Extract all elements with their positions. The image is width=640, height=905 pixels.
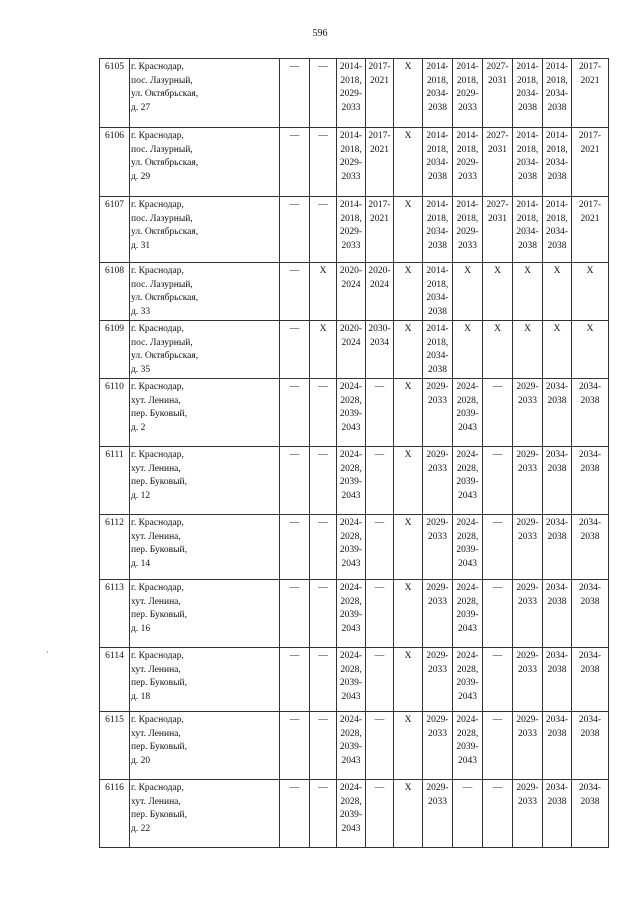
row-number: 6112 — [100, 515, 130, 580]
period-cell: 2034- 2038 — [572, 712, 609, 780]
row-number: 6109 — [100, 321, 130, 379]
period-cell: — — [453, 780, 483, 848]
period-cell: — — [280, 379, 310, 447]
period-cell: X — [394, 128, 423, 197]
address-line: ул. Октябрьская, — [131, 89, 199, 99]
row-number: 6107 — [100, 197, 130, 263]
period-cell: — — [280, 263, 310, 321]
period-cell: — — [280, 128, 310, 197]
period-cell: X — [483, 263, 513, 321]
address-cell — [130, 321, 280, 379]
period-cell: 2034- 2038 — [572, 648, 609, 712]
period-cell: — — [280, 648, 310, 712]
period-cell: 2017- 2021 — [572, 197, 609, 263]
period-cell: 2017- 2021 — [366, 128, 394, 197]
period-cell: 2020- 2024 — [366, 263, 394, 321]
period-cell: 2014- 2018, 2034- 2038 — [543, 128, 572, 197]
address-cell — [130, 379, 280, 447]
page-number: 596 — [312, 28, 328, 39]
period-cell: 2029- 2033 — [513, 780, 543, 848]
table-row — [100, 59, 609, 128]
address-line: пер. Буковый, — [131, 610, 187, 620]
address-line: пос. Лазурный, — [131, 144, 193, 155]
period-cell: X — [572, 263, 609, 321]
table-row — [100, 780, 609, 848]
row-number: 6106 — [100, 128, 130, 197]
address-cell — [130, 263, 280, 321]
table-row — [100, 263, 609, 321]
period-cell: 2014- 2018, 2034- 2038 — [513, 59, 543, 128]
address-line: г. Краснодар, — [131, 651, 184, 661]
address-line: пер. Буковый, — [131, 477, 187, 487]
address-line: ул. Октябрьская, — [131, 351, 199, 361]
period-cell: — — [280, 321, 310, 379]
period-cell: X — [394, 712, 423, 780]
address-line: г. Краснодар, — [131, 62, 184, 72]
period-cell: 2014- 2018, 2034- 2038 — [513, 197, 543, 263]
address-cell — [130, 515, 280, 580]
address-line: д. 18 — [131, 691, 151, 702]
period-cell: — — [483, 515, 513, 580]
period-cell: — — [280, 197, 310, 263]
period-cell: — — [366, 447, 394, 515]
period-cell: 2029- 2033 — [513, 447, 543, 515]
row-number: 6110 — [100, 379, 130, 447]
period-cell: — — [483, 379, 513, 447]
period-cell: X — [513, 263, 543, 321]
table-row — [100, 580, 609, 648]
period-cell: — — [310, 379, 337, 447]
period-cell: 2034- 2038 — [572, 515, 609, 580]
period-cell: 2024- 2028, 2039- 2043 — [337, 515, 366, 580]
period-cell: 2014- 2018, 2029- 2033 — [337, 59, 366, 128]
period-cell: 2034- 2038 — [543, 648, 572, 712]
period-cell: 2014- 2018, 2034- 2038 — [513, 128, 543, 197]
period-cell: 2029- 2033 — [423, 379, 453, 447]
period-cell: X — [310, 263, 337, 321]
address-line: д. 2 — [131, 422, 146, 433]
period-cell: 2034- 2038 — [572, 780, 609, 848]
period-cell: X — [453, 321, 483, 379]
period-cell: X — [453, 263, 483, 321]
period-cell: — — [310, 128, 337, 197]
period-cell: — — [366, 515, 394, 580]
period-cell: — — [483, 447, 513, 515]
period-cell: 2027- 2031 — [483, 197, 513, 263]
period-cell: 2014- 2018, 2034- 2038 — [423, 128, 453, 197]
address-line: г. Краснодар, — [131, 382, 184, 392]
period-cell: 2034- 2038 — [543, 580, 572, 648]
period-cell: — — [310, 59, 337, 128]
address-line: г. Краснодар, — [131, 266, 184, 276]
period-cell: X — [513, 321, 543, 379]
period-cell: 2027- 2031 — [483, 59, 513, 128]
row-number: 6108 — [100, 263, 130, 321]
address-line: ул. Октябрьская, — [131, 293, 199, 303]
period-cell: X — [394, 379, 423, 447]
period-cell: X — [394, 263, 423, 321]
address-line: ул. Октябрьская, — [131, 158, 199, 168]
period-cell: X — [543, 321, 572, 379]
address-line: д. 16 — [131, 623, 151, 634]
period-cell: 2034- 2038 — [572, 379, 609, 447]
address-line: хут. Ленина, — [131, 395, 181, 406]
period-cell: 2029- 2033 — [513, 515, 543, 580]
period-cell: 2014- 2018, 2029- 2033 — [453, 59, 483, 128]
period-cell: 2014- 2018, 2034- 2038 — [423, 59, 453, 128]
period-cell: 2017- 2021 — [572, 128, 609, 197]
row-number: 6114 — [100, 648, 130, 712]
period-cell: — — [310, 648, 337, 712]
address-line: г. Краснодар, — [131, 450, 184, 460]
period-cell: X — [394, 780, 423, 848]
period-cell: — — [310, 780, 337, 848]
register-table-body — [100, 59, 609, 848]
address-line: пер. Буковый, — [131, 810, 187, 820]
period-cell: 2034- 2038 — [543, 780, 572, 848]
period-cell: 2014- 2018, 2034- 2038 — [543, 197, 572, 263]
address-line: хут. Ленина, — [131, 728, 181, 739]
period-cell: 2017- 2021 — [366, 59, 394, 128]
period-cell: — — [483, 712, 513, 780]
period-cell: X — [543, 263, 572, 321]
address-line: пос. Лазурный, — [131, 75, 193, 86]
address-line: д. 14 — [131, 558, 151, 569]
period-cell: — — [310, 580, 337, 648]
period-cell: 2029- 2033 — [423, 580, 453, 648]
period-cell: 2024- 2028, 2039- 2043 — [337, 780, 366, 848]
period-cell: 2034- 2038 — [543, 447, 572, 515]
address-line: г. Краснодар, — [131, 200, 184, 210]
address-line: пер. Буковый, — [131, 742, 187, 752]
address-line: пос. Лазурный, — [131, 337, 193, 348]
table-row — [100, 128, 609, 197]
period-cell: — — [310, 447, 337, 515]
address-line: пер. Буковый, — [131, 545, 187, 555]
period-cell: 2024- 2028, 2039- 2043 — [453, 648, 483, 712]
period-cell: — — [280, 59, 310, 128]
period-cell: 2029- 2033 — [423, 712, 453, 780]
address-line: хут. Ленина, — [131, 664, 181, 675]
address-line: г. Краснодар, — [131, 715, 184, 725]
period-cell: 2024- 2028, 2039- 2043 — [453, 580, 483, 648]
period-cell: 2029- 2033 — [423, 780, 453, 848]
period-cell: 2024- 2028, 2039- 2043 — [453, 447, 483, 515]
period-cell: 2024- 2028, 2039- 2043 — [453, 712, 483, 780]
period-cell: 2014- 2018, 2029- 2033 — [337, 197, 366, 263]
period-cell: 2020- 2024 — [337, 263, 366, 321]
period-cell: — — [366, 712, 394, 780]
period-cell: — — [483, 580, 513, 648]
address-line: д. 12 — [131, 490, 151, 501]
period-cell: 2029- 2033 — [423, 648, 453, 712]
address-line: хут. Ленина, — [131, 531, 181, 542]
period-cell: — — [366, 780, 394, 848]
table-row — [100, 447, 609, 515]
address-line: ул. Октябрьская, — [131, 227, 199, 237]
period-cell: 2034- 2038 — [543, 515, 572, 580]
address-line: д. 31 — [131, 240, 151, 251]
row-number: 6115 — [100, 712, 130, 780]
address-line: д. 29 — [131, 171, 151, 182]
period-cell: 2014- 2018, 2034- 2038 — [423, 321, 453, 379]
row-number: 6105 — [100, 59, 130, 128]
address-line: пер. Буковый, — [131, 409, 187, 419]
period-cell: 2014- 2018, 2029- 2033 — [453, 197, 483, 263]
period-cell: 2024- 2028, 2039- 2043 — [337, 712, 366, 780]
period-cell: 2029- 2033 — [513, 580, 543, 648]
period-cell: X — [394, 515, 423, 580]
address-line: г. Краснодар, — [131, 583, 184, 593]
address-line: г. Краснодар, — [131, 324, 184, 334]
period-cell: 2029- 2033 — [423, 447, 453, 515]
address-line: пос. Лазурный, — [131, 213, 193, 224]
row-number: 6116 — [100, 780, 130, 848]
period-cell: 2014- 2018, 2029- 2033 — [453, 128, 483, 197]
period-cell: 2024- 2028, 2039- 2043 — [453, 515, 483, 580]
address-line: хут. Ленина, — [131, 596, 181, 607]
period-cell: 2014- 2018, 2034- 2038 — [423, 197, 453, 263]
period-cell: — — [483, 648, 513, 712]
address-line: г. Краснодар, — [131, 131, 184, 141]
table-row — [100, 648, 609, 712]
period-cell: 2034- 2038 — [572, 447, 609, 515]
period-cell: 2024- 2028, 2039- 2043 — [337, 580, 366, 648]
address-line: г. Краснодар, — [131, 783, 184, 793]
period-cell: X — [483, 321, 513, 379]
address-line: хут. Ленина, — [131, 796, 181, 807]
address-cell — [130, 648, 280, 712]
stray-mark: · — [46, 648, 49, 657]
period-cell: — — [483, 780, 513, 848]
table-row — [100, 197, 609, 263]
period-cell: — — [280, 447, 310, 515]
period-cell: — — [280, 712, 310, 780]
address-line: пер. Буковый, — [131, 678, 187, 688]
address-line: д. 35 — [131, 364, 151, 375]
period-cell: 2034- 2038 — [572, 580, 609, 648]
address-cell — [130, 128, 280, 197]
period-cell: X — [572, 321, 609, 379]
address-line: д. 22 — [131, 823, 151, 834]
period-cell: 2024- 2028, 2039- 2043 — [337, 379, 366, 447]
table-row — [100, 321, 609, 379]
address-line: д. 27 — [131, 102, 151, 113]
period-cell: 2029- 2033 — [513, 379, 543, 447]
address-line: хут. Ленина, — [131, 463, 181, 474]
period-cell: 2034- 2038 — [543, 379, 572, 447]
row-number: 6111 — [100, 447, 130, 515]
period-cell: 2027- 2031 — [483, 128, 513, 197]
address-cell — [130, 712, 280, 780]
table-row — [100, 515, 609, 580]
period-cell: — — [310, 197, 337, 263]
period-cell: 2029- 2033 — [513, 712, 543, 780]
period-cell: — — [280, 515, 310, 580]
period-cell: 2029- 2033 — [513, 648, 543, 712]
period-cell: 2017- 2021 — [366, 197, 394, 263]
address-cell — [130, 780, 280, 848]
address-cell — [130, 59, 280, 128]
period-cell: 2014- 2018, 2029- 2033 — [337, 128, 366, 197]
period-cell: X — [394, 447, 423, 515]
period-cell: 2014- 2018, 2034- 2038 — [423, 263, 453, 321]
address-line: д. 20 — [131, 755, 151, 766]
period-cell: — — [310, 515, 337, 580]
period-cell: — — [280, 780, 310, 848]
period-cell: X — [394, 59, 423, 128]
register-table — [99, 58, 609, 848]
period-cell: X — [394, 321, 423, 379]
period-cell: 2024- 2028, 2039- 2043 — [337, 447, 366, 515]
table-row — [100, 712, 609, 780]
period-cell: X — [394, 580, 423, 648]
address-line: пос. Лазурный, — [131, 279, 193, 290]
period-cell: — — [366, 379, 394, 447]
period-cell: — — [280, 580, 310, 648]
period-cell: — — [310, 712, 337, 780]
period-cell: 2024- 2028, 2039- 2043 — [337, 648, 366, 712]
period-cell: X — [310, 321, 337, 379]
period-cell: 2017- 2021 — [572, 59, 609, 128]
address-cell — [130, 197, 280, 263]
address-line: д. 33 — [131, 306, 151, 317]
period-cell: 2034- 2038 — [543, 712, 572, 780]
period-cell: — — [366, 648, 394, 712]
address-cell — [130, 580, 280, 648]
period-cell: 2030- 2034 — [366, 321, 394, 379]
period-cell: 2020- 2024 — [337, 321, 366, 379]
period-cell: 2014- 2018, 2034- 2038 — [543, 59, 572, 128]
period-cell: X — [394, 197, 423, 263]
address-cell — [130, 447, 280, 515]
period-cell: 2024- 2028, 2039- 2043 — [453, 379, 483, 447]
address-line: г. Краснодар, — [131, 518, 184, 528]
period-cell: — — [366, 580, 394, 648]
period-cell: X — [394, 648, 423, 712]
table-row — [100, 379, 609, 447]
row-number: 6113 — [100, 580, 130, 648]
period-cell: 2029- 2033 — [423, 515, 453, 580]
